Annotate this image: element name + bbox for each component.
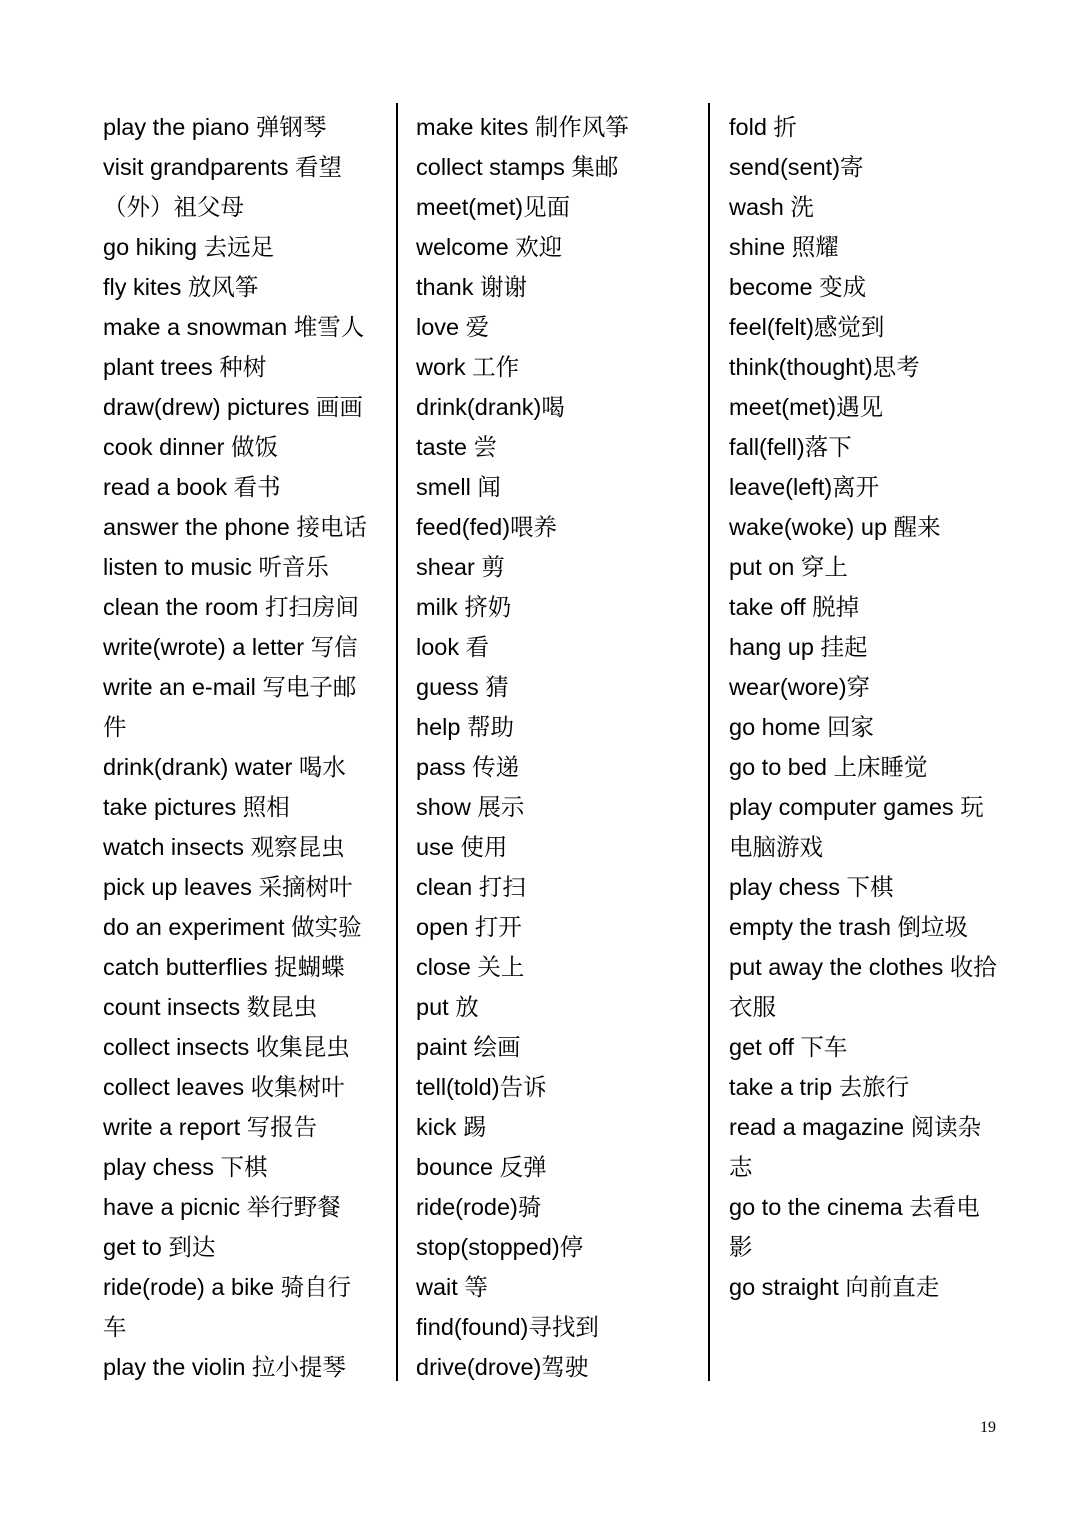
vocab-line: 车 (103, 1314, 127, 1340)
vocab-line: 衣服 (729, 994, 776, 1020)
vocab-line: work 工作 (416, 354, 520, 380)
vocab-line: wash 洗 (729, 194, 814, 220)
vocab-line: go home 回家 (729, 714, 874, 740)
vocab-line: become 变成 (729, 274, 867, 300)
vocab-line: taste 尝 (416, 434, 497, 460)
vocab-line: go hiking 去远足 (103, 234, 275, 260)
vocab-line: show 展示 (416, 794, 525, 820)
vocab-line: thank 谢谢 (416, 274, 528, 300)
vocab-line: write(wrote) a letter 写信 (103, 634, 358, 660)
vocab-line: wear(wore)穿 (729, 674, 871, 700)
page-number: 19 (980, 1419, 996, 1436)
vocab-line: plant trees 种树 (103, 354, 267, 380)
vocab-line: write an e-mail 写电子邮 (103, 674, 357, 700)
vocab-line: milk 挤奶 (416, 594, 512, 620)
column-divider-1 (396, 103, 398, 1381)
vocab-line: get off 下车 (729, 1034, 848, 1060)
vocab-line: draw(drew) pictures 画画 (103, 394, 363, 420)
vocab-line: go to the cinema 去看电 (729, 1194, 980, 1220)
vocab-line: close 关上 (416, 954, 525, 980)
vocab-line: pass 传递 (416, 754, 520, 780)
vocab-line: stop(stopped)停 (416, 1234, 584, 1260)
vocab-line: meet(met)遇见 (729, 394, 884, 420)
vocab-line: open 打开 (416, 914, 522, 940)
vocab-line: pick up leaves 采摘树叶 (103, 874, 353, 900)
vocab-line: answer the phone 接电话 (103, 514, 367, 540)
vocab-line: go to bed 上床睡觉 (729, 754, 928, 780)
vocab-line: clean 打扫 (416, 874, 526, 900)
vocab-line: fold 折 (729, 114, 797, 140)
vocab-line: think(thought)思考 (729, 354, 920, 380)
vocab-line: love 爱 (416, 314, 490, 340)
vocab-line: leave(left)离开 (729, 474, 880, 500)
vocab-line: get to 到达 (103, 1234, 216, 1260)
vocab-line: 志 (729, 1154, 753, 1180)
vocab-line: feel(felt)感觉到 (729, 314, 885, 340)
vocab-line: wake(woke) up 醒来 (729, 514, 941, 540)
vocab-line: wait 等 (416, 1274, 488, 1300)
vocab-line: put 放 (416, 994, 479, 1020)
vocab-line: collect stamps 集邮 (416, 154, 619, 180)
column-divider-2 (708, 103, 710, 1381)
vocab-line: take a trip 去旅行 (729, 1074, 910, 1100)
vocab-line: use 使用 (416, 834, 508, 860)
vocab-line: hang up 挂起 (729, 634, 868, 660)
vocab-line: empty the trash 倒垃圾 (729, 914, 968, 940)
vocab-line: put on 穿上 (729, 554, 848, 580)
vocab-line: make a snowman 堆雪人 (103, 314, 365, 340)
vocab-line: 件 (103, 714, 127, 740)
vocab-line: make kites 制作风筝 (416, 114, 629, 140)
vocab-line: ride(rode)骑 (416, 1194, 542, 1220)
vocab-line: drink(drank) water 喝水 (103, 754, 346, 780)
vocab-line: guess 猜 (416, 674, 509, 700)
vocab-line: visit grandparents 看望 (103, 154, 343, 180)
vocab-line: play computer games 玩 (729, 794, 984, 820)
vocab-line: take off 脱掉 (729, 594, 860, 620)
vocab-column-1 (103, 107, 385, 1387)
vocab-line: kick 踢 (416, 1114, 487, 1140)
vocab-line: fall(fell)落下 (729, 434, 852, 460)
vocab-line: 影 (729, 1234, 753, 1260)
vocab-line: send(sent)寄 (729, 154, 864, 180)
vocab-line: （外）祖父母 (103, 194, 244, 220)
vocab-line: tell(told)告诉 (416, 1074, 547, 1100)
vocab-line: drive(drove)驾驶 (416, 1354, 589, 1380)
vocab-column-2 (416, 107, 701, 1387)
vocab-line: drink(drank)喝 (416, 394, 565, 420)
vocab-line: paint 绘画 (416, 1034, 521, 1060)
vocab-line: play the piano 弹钢琴 (103, 114, 327, 140)
vocab-line: cook dinner 做饭 (103, 434, 279, 460)
vocab-line: read a book 看书 (103, 474, 281, 500)
vocab-line: look 看 (416, 634, 490, 660)
vocab-line: fly kites 放风筝 (103, 274, 259, 300)
vocab-line: collect insects 收集昆虫 (103, 1034, 350, 1060)
vocab-line: watch insects 观察昆虫 (103, 834, 345, 860)
vocab-column-3 (729, 107, 1009, 1307)
vocab-line: play chess 下棋 (103, 1154, 268, 1180)
vocab-line: do an experiment 做实验 (103, 914, 362, 940)
vocab-line: clean the room 打扫房间 (103, 594, 359, 620)
vocab-line: smell 闻 (416, 474, 501, 500)
vocab-line: write a report 写报告 (103, 1114, 318, 1140)
vocab-line: 电脑游戏 (729, 834, 823, 860)
vocab-line: meet(met)见面 (416, 194, 571, 220)
vocab-line: shear 剪 (416, 554, 505, 580)
vocab-line: put away the clothes 收拾 (729, 954, 997, 980)
vocab-line: shine 照耀 (729, 234, 839, 260)
vocab-line: bounce 反弹 (416, 1154, 547, 1180)
vocab-line: find(found)寻找到 (416, 1314, 599, 1340)
vocab-line: count insects 数昆虫 (103, 994, 318, 1020)
vocab-line: welcome 欢迎 (416, 234, 563, 260)
vocab-line: go straight 向前直走 (729, 1274, 940, 1300)
vocab-line: listen to music 听音乐 (103, 554, 329, 580)
vocab-line: have a picnic 举行野餐 (103, 1194, 341, 1220)
vocab-line: play chess 下棋 (729, 874, 894, 900)
vocab-line: ride(rode) a bike 骑自行 (103, 1274, 352, 1300)
vocab-line: read a magazine 阅读杂 (729, 1114, 982, 1140)
vocab-line: take pictures 照相 (103, 794, 290, 820)
vocab-line: catch butterflies 捉蝴蝶 (103, 954, 345, 980)
vocab-line: help 帮助 (416, 714, 514, 740)
vocab-line: play the violin 拉小提琴 (103, 1354, 346, 1380)
vocab-line: feed(fed)喂养 (416, 514, 558, 540)
vocab-line: collect leaves 收集树叶 (103, 1074, 345, 1100)
